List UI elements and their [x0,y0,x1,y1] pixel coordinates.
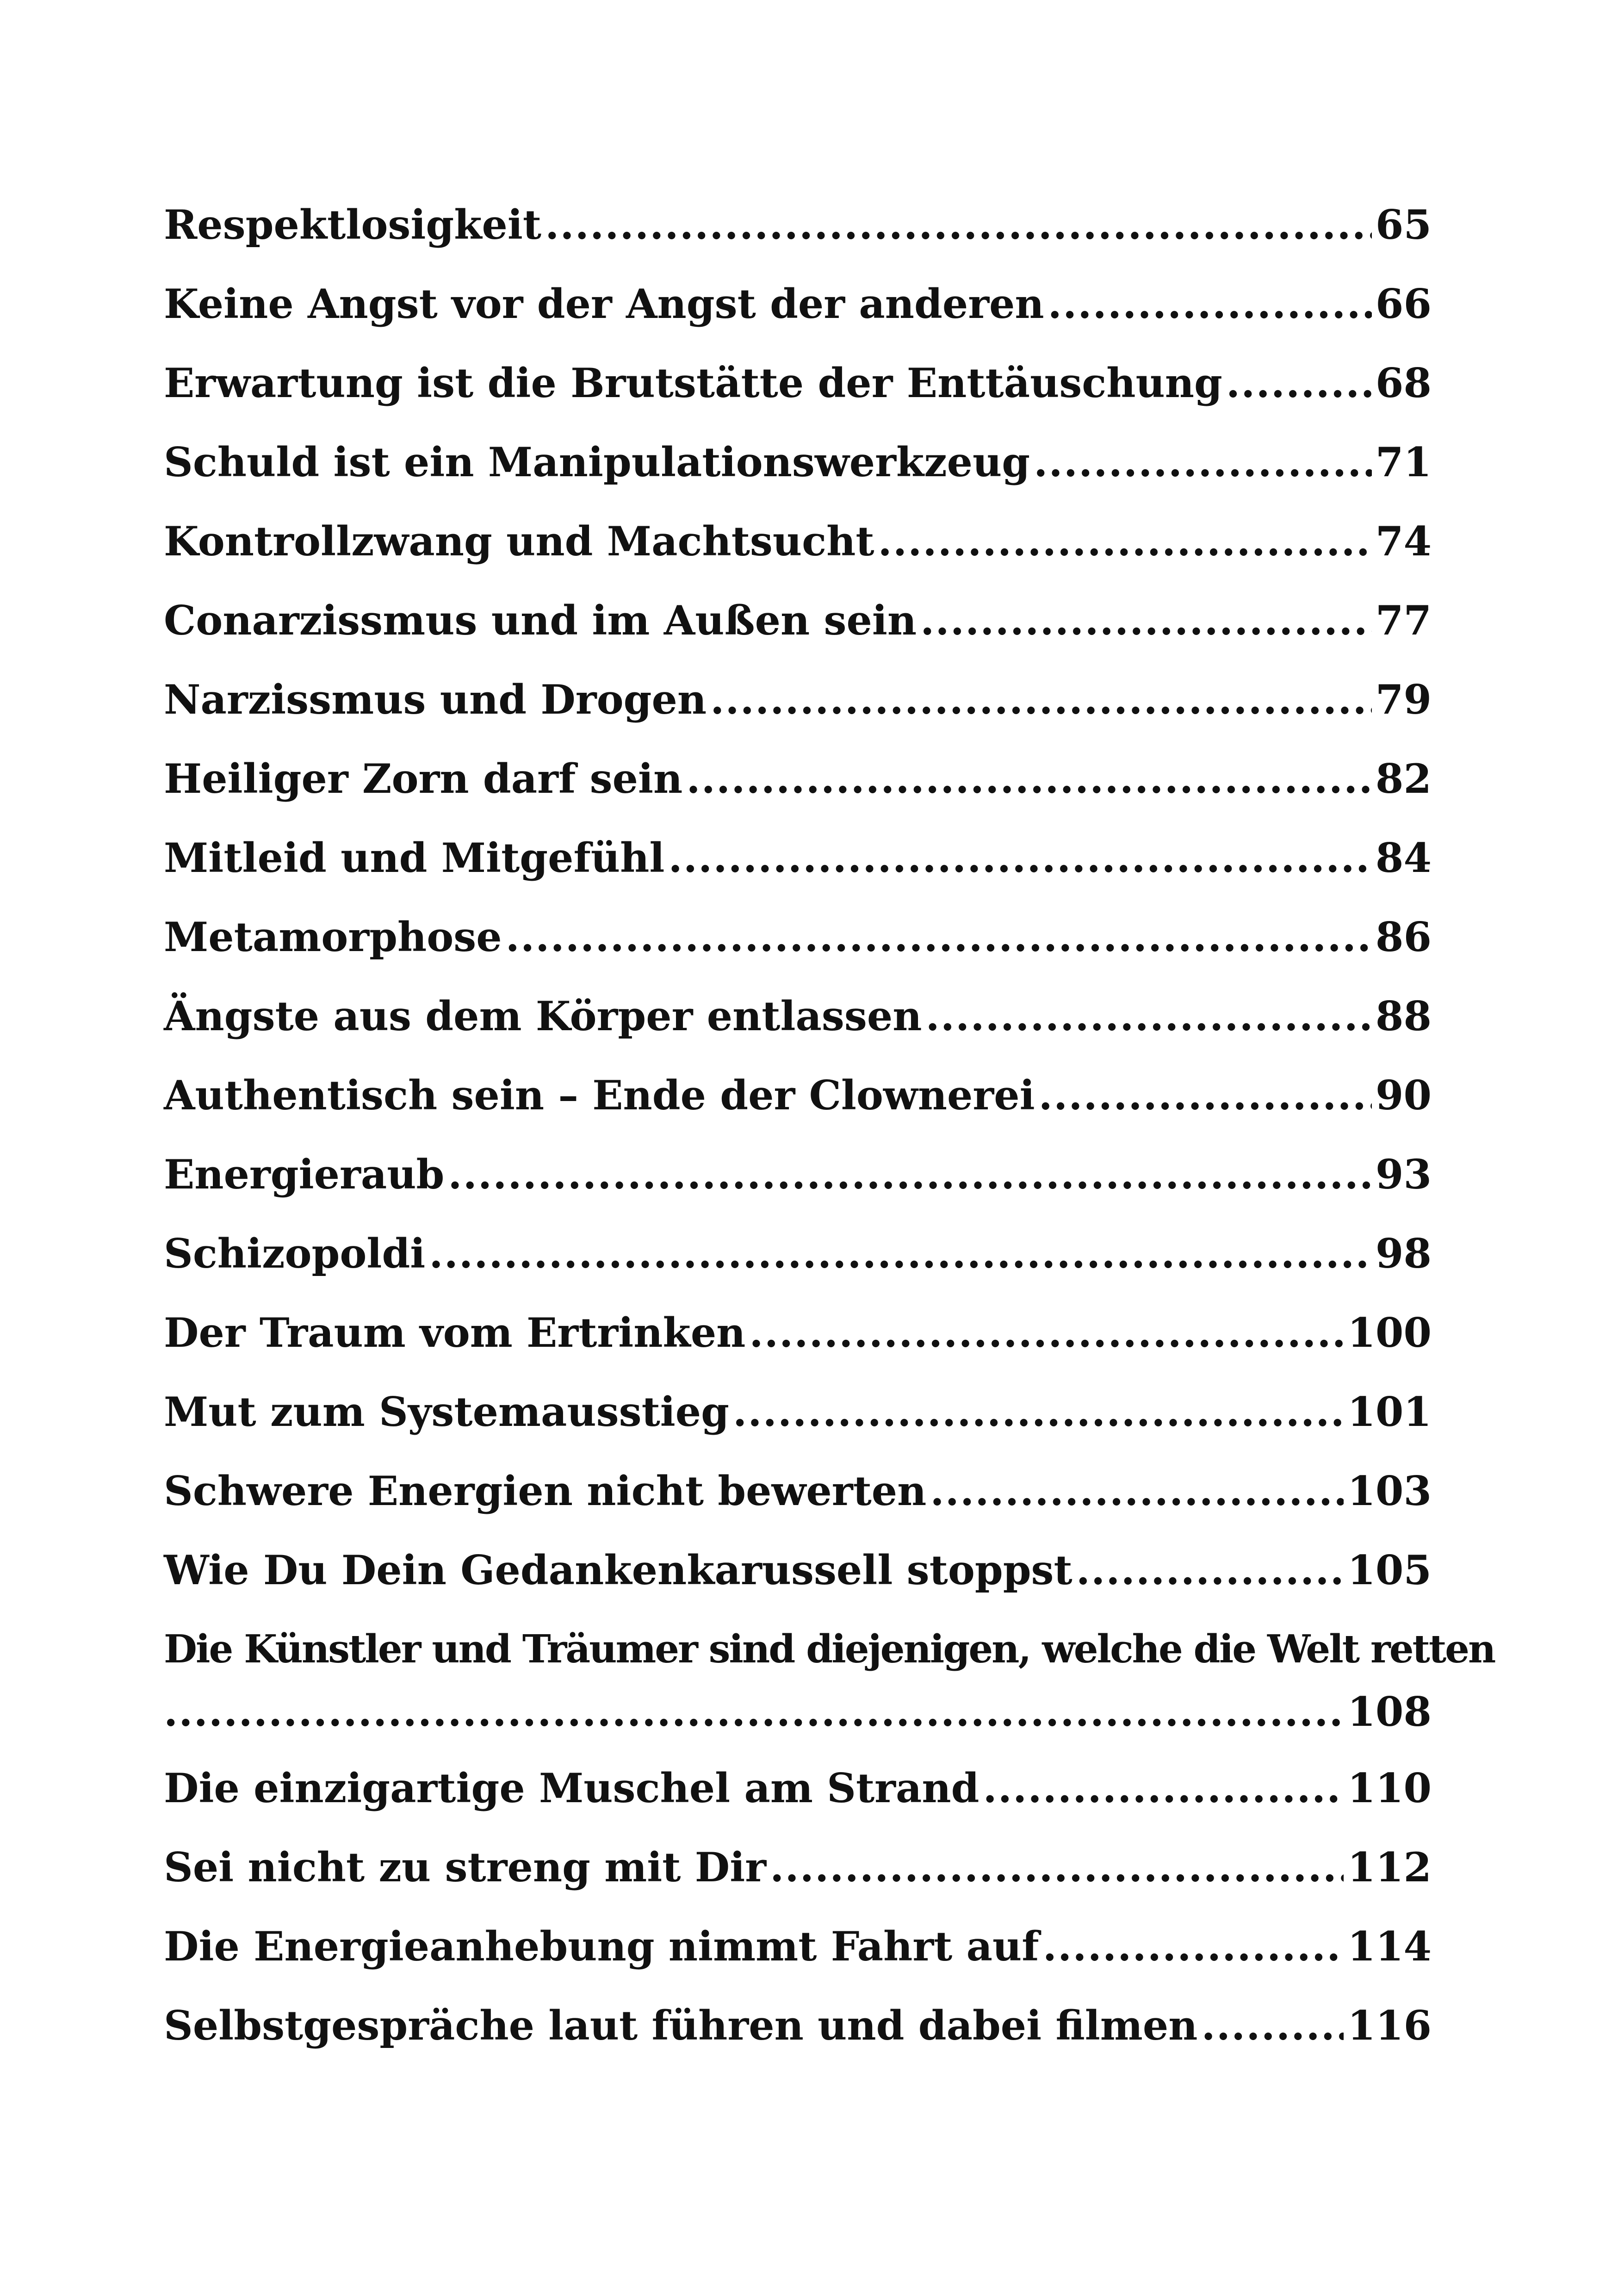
toc-entry[interactable] [164,1748,1432,1828]
dot-leader [686,739,1372,818]
toc-entry-page: 93 [1375,1151,1432,1198]
toc-entry[interactable] [164,1610,1495,1746]
toc-entry-title: Keine Angst vor der Angst der anderen [164,280,1044,328]
toc-entry-title: Wie Du Dein Gedankenkarussell stoppst [164,1546,1072,1594]
dot-leader [1201,1986,1344,2065]
dot-leader [733,1372,1344,1451]
toc-entry[interactable] [164,343,1432,423]
toc-entry-page: 110 [1347,1764,1432,1812]
toc-entry[interactable] [164,977,1432,1056]
toc-entry-continuation [164,1678,1432,1746]
toc-entry-page: 77 [1375,597,1432,644]
toc-entry-title: Sei nicht zu streng mit Dir [164,1843,767,1891]
dot-leader [1226,343,1372,423]
dot-leader [164,1678,1344,1746]
toc-entry-page: 114 [1347,1923,1432,1970]
toc-entry[interactable] [164,1056,1432,1135]
toc-entry[interactable] [164,739,1432,818]
dot-leader [749,1293,1344,1372]
toc-entry-page: 108 [1347,1688,1432,1736]
toc-entry-title: Die einzigartige Muschel am Strand [164,1764,979,1812]
toc-entry[interactable] [164,1135,1432,1214]
toc-entry-page: 66 [1375,280,1432,328]
toc-entry[interactable] [164,1372,1432,1451]
toc-entry[interactable] [164,423,1432,502]
dot-leader [920,581,1372,660]
toc-entry-title: Schuld ist ein Manipulationswerkzeug [164,438,1030,486]
toc-entry-page: 100 [1347,1309,1432,1356]
toc-entry-page: 88 [1375,992,1432,1040]
dot-leader [1048,264,1372,343]
dot-leader [506,897,1372,977]
toc-entry[interactable] [164,185,1432,264]
dot-leader [668,818,1371,897]
dot-leader [448,1135,1372,1214]
toc-entry[interactable] [164,818,1432,897]
toc-entry-title: Erwartung ist die Brutstätte der Enttäuschung [164,359,1222,407]
toc-entry-page: 112 [1347,1843,1432,1891]
toc-entry-page: 101 [1347,1388,1432,1436]
toc-entry-title: Mitleid und Mitgefühl [164,834,665,882]
toc-entry-page: 105 [1347,1546,1432,1594]
dot-leader [429,1214,1372,1293]
toc-entry-title: Energieraub [164,1151,445,1198]
toc-entry-page: 74 [1375,517,1432,565]
toc-entry[interactable] [164,897,1432,977]
toc-entry-title: Metamorphose [164,913,502,961]
toc-entry-title: Schwere Energien nicht bewerten [164,1467,927,1515]
toc-entry-title: Die Künstler und Träumer sind diejenigen, welche die Welt retten [164,1626,1495,1672]
toc-entry-title: Authentisch sein – Ende der Clownerei [164,1071,1035,1119]
toc-entry[interactable] [164,1986,1432,2065]
toc-entry-title: Heiliger Zorn darf sein [164,755,683,803]
toc-entry-title: Kontrollzwang und Machtsucht [164,517,874,565]
dot-leader [1039,1056,1372,1135]
toc-entry-title: Die Energieanhebung nimmt Fahrt auf [164,1923,1039,1970]
toc-entry[interactable] [164,1451,1432,1531]
toc-entry[interactable] [164,502,1432,581]
toc-entry[interactable] [164,1214,1432,1293]
toc-entry[interactable] [164,581,1432,660]
toc-entry-page: 116 [1347,2002,1432,2049]
toc-entry[interactable] [164,1293,1432,1372]
toc-entry[interactable] [164,1907,1432,1986]
table-of-contents [164,185,1495,2065]
toc-entry-page: 71 [1375,438,1432,486]
toc-entry-page: 82 [1375,755,1432,803]
toc-entry-title: Mut zum Systemausstieg [164,1388,729,1436]
dot-leader [1043,1907,1344,1986]
toc-entry-page: 103 [1347,1467,1432,1515]
toc-entry[interactable] [164,1828,1432,1907]
dot-leader [1076,1531,1344,1610]
dot-leader [930,1451,1344,1531]
toc-entry-title: Schizopoldi [164,1230,426,1277]
toc-entry-page: 98 [1375,1230,1432,1277]
toc-entry[interactable] [164,660,1432,739]
dot-leader [925,977,1371,1056]
toc-entry-title: Ängste aus dem Körper entlassen [164,992,922,1040]
dot-leader [710,660,1372,739]
toc-entry-page: 90 [1375,1071,1432,1119]
toc-entry-title: Der Traum vom Ertrinken [164,1309,746,1356]
toc-entry-page: 86 [1375,913,1432,961]
dot-leader [878,502,1372,581]
dot-leader [770,1828,1344,1907]
dot-leader [545,185,1372,264]
toc-entry-title: Selbstgespräche laut führen und dabei filmen [164,2002,1198,2049]
dot-leader [1034,423,1372,502]
toc-entry-page: 79 [1375,676,1432,723]
dot-leader [983,1748,1344,1828]
toc-entry[interactable] [164,264,1432,343]
toc-entry[interactable] [164,1531,1432,1610]
toc-entry-title: Narzissmus und Drogen [164,676,707,723]
toc-entry-page: 68 [1375,359,1432,407]
toc-entry-title: Conarzissmus und im Außen sein [164,597,917,644]
toc-entry-title: Respektlosigkeit [164,201,542,249]
toc-entry-page: 65 [1375,201,1432,249]
toc-entry-page: 84 [1375,834,1432,882]
